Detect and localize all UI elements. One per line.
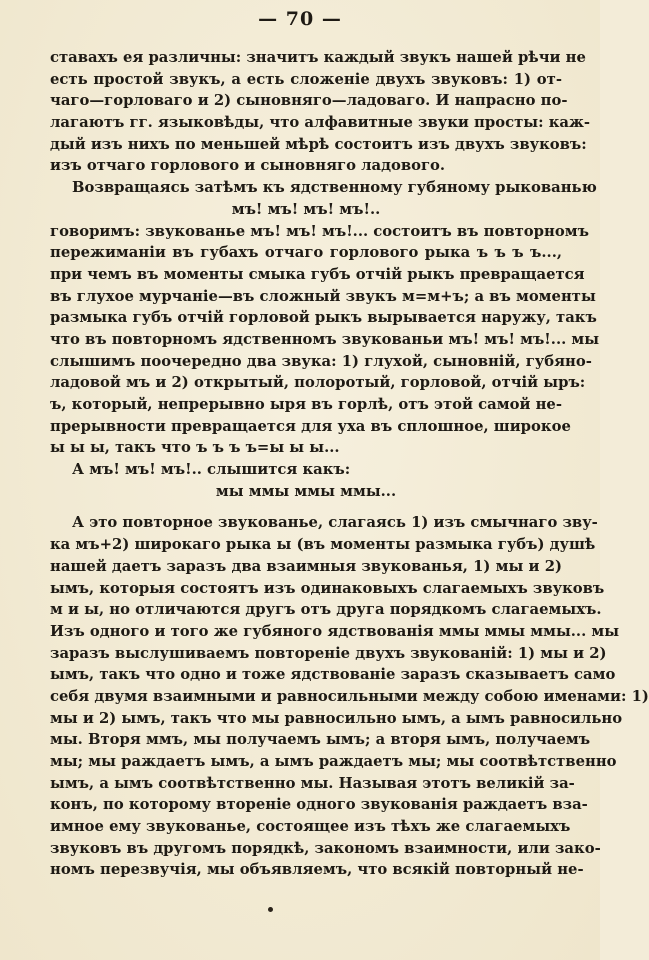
text-line: говоримъ: звукованье мъ! мъ! мъ!... состоитъ въ повторномъ bbox=[50, 222, 589, 240]
text-line-centered: мъ! мъ! мъ! мъ!.. bbox=[231, 200, 381, 218]
text-line: изъ отчаго горлового и сыновняго ладового. bbox=[50, 157, 446, 175]
text-line: слышимъ поочередно два звука: 1) глухой, сыновній, губяно- bbox=[50, 352, 592, 370]
text-line: заразъ выслушиваемъ повтореніе двухъ звукованій: 1) мы и 2) bbox=[50, 644, 607, 662]
text-line: А мъ! мъ! мъ!.. слышится какъ: bbox=[72, 461, 351, 479]
text-line: номъ перезвучія, мы объявляемъ, что всякій повторный не- bbox=[50, 861, 584, 879]
text-line: имное ему звукованье, состоящее изъ тѣхъ же слагаемыхъ bbox=[50, 818, 571, 836]
text-line: чаго—горловаго и 2) сыновняго—ладоваго. И напрасно по- bbox=[50, 92, 568, 110]
text-line: м и ы, но отличаются другъ отъ друга порядкомъ слагаемыхъ. bbox=[50, 601, 602, 619]
text-line: Изъ одного и того же губяного ядствованія ммы ммы ммы... мы bbox=[50, 622, 620, 640]
text-line: мы. Вторя ммъ, мы получаемъ ымъ; а вторя ымъ, получаемъ bbox=[50, 731, 591, 749]
text-line: ставахъ ея различны: значитъ каждый звукъ нашей рѣчи не bbox=[50, 49, 586, 66]
text-line: лагаютъ гг. языковѣды, что алфавитные звуки просты: каж- bbox=[50, 114, 591, 132]
text-line: Возвращаясь затѣмъ къ ядственному губяному рыкованью bbox=[72, 179, 597, 197]
text-line: пережиманіи въ губахъ отчаго горлового рыка ъ ъ ъ ъ..., bbox=[50, 244, 562, 262]
text-line: прерывности превращается для уха въ сплошное, широкое bbox=[50, 417, 571, 435]
text-line: ъ, который, непрерывно ыря въ горлѣ, отъ этой самой не- bbox=[50, 396, 562, 413]
text-line: А это повторное звукованье, слагаясь 1) изъ смычнаго зву- bbox=[72, 514, 598, 532]
text-line: есть простой звукъ, а есть сложеніе двухъ звуковъ: 1) от- bbox=[50, 70, 562, 88]
text-line: конъ, по которому втореніе одного звукованія раждаетъ вза- bbox=[50, 796, 588, 814]
text-line: что въ повторномъ ядственномъ звукованьи мъ! мъ! мъ!... мы bbox=[50, 330, 600, 348]
text-line: размыка губъ отчій горловой рыкъ вырывается наружу, такъ bbox=[50, 309, 597, 327]
text-line: ымъ, а ымъ соотвѣтственно мы. Называя этотъ великій за- bbox=[50, 774, 575, 792]
text-line: ы ы ы, такъ что ъ ъ ъ ъ=ы ы ы... bbox=[50, 439, 340, 457]
text-line: звуковъ въ другомъ порядкѣ, закономъ взаимности, или зако- bbox=[50, 839, 601, 857]
text-line: ымъ, которыя состоятъ изъ одинаковыхъ слагаемыхъ звуковъ bbox=[50, 579, 605, 597]
text-line: ымъ, такъ что одно и тоже ядствованіе заразъ сказываетъ само bbox=[50, 666, 616, 684]
text-line: въ глухое мурчаніе—въ сложный звукъ м=м+ъ; а въ моменты bbox=[50, 287, 596, 305]
page-body bbox=[50, 47, 649, 881]
text-line: ка мъ+2) широкаго рыка ы (въ моменты размыка губъ) душѣ bbox=[50, 536, 596, 554]
text-line: мы и 2) ымъ, такъ что мы равносильно ымъ, а ымъ равносильно bbox=[50, 709, 623, 727]
page-number: — 70 — bbox=[258, 8, 342, 30]
text-line: нашей даетъ заразъ два взаимныя звукованья, 1) мы и 2) bbox=[50, 557, 562, 575]
paragraph-gap bbox=[50, 502, 562, 512]
text-line: дый изъ нихъ по меньшей мѣрѣ состоитъ изъ двухъ звуковъ: bbox=[50, 135, 587, 153]
text-line: себя двумя взаимными и равносильными между собою именами: 1) bbox=[50, 687, 649, 705]
ink-dot bbox=[268, 907, 273, 912]
text-line: мы; мы раждаетъ ымъ, а ымъ раждаетъ мы; мы соотвѣтственно bbox=[50, 753, 617, 770]
text-line-centered: мы ммы ммы ммы... bbox=[215, 482, 397, 500]
text-line: при чемъ въ моменты смыка губъ отчій рыкъ превращается bbox=[50, 265, 585, 283]
text-line: ладовой мъ и 2) открытый, полоротый, горловой, отчій ыръ: bbox=[50, 374, 586, 392]
